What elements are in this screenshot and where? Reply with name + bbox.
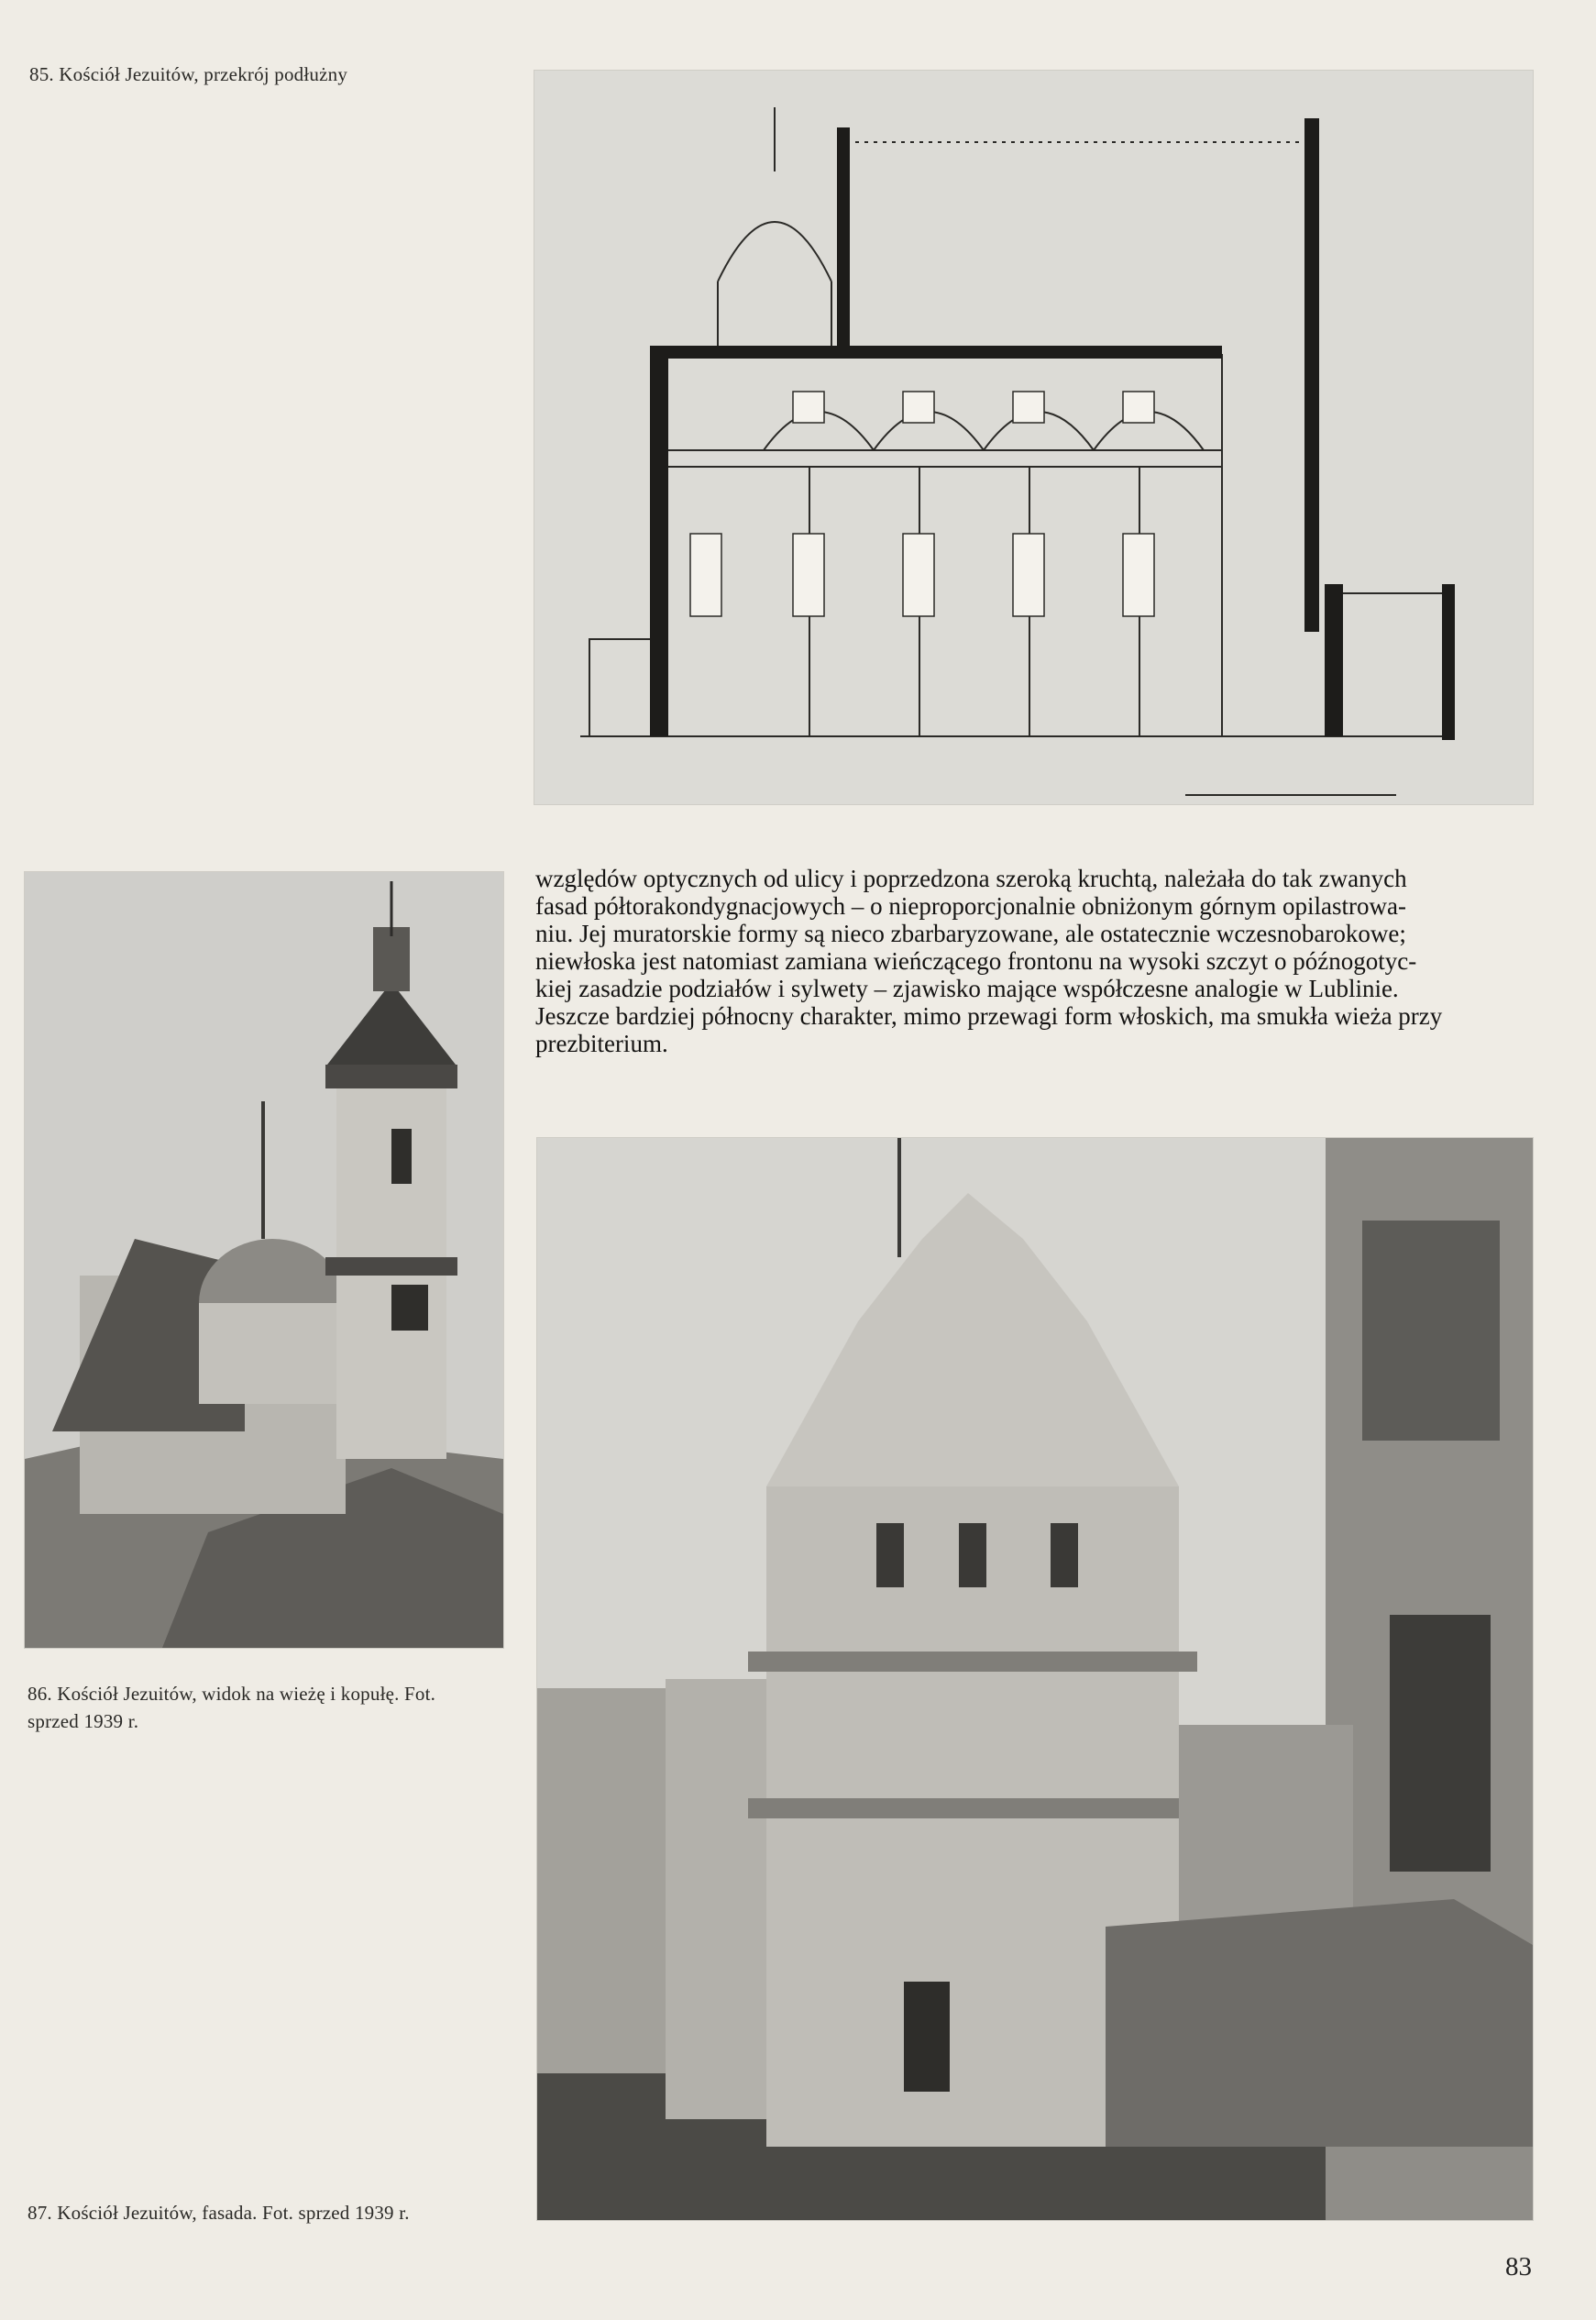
figure-85-caption: 85. Kościół Jezuitów, przekrój podłużny [29, 63, 348, 85]
body-text-line-4: niewłoska jest natomiast zamiana wieńczącego frontonu na wysoki szczyt o późnogotyc- [535, 947, 1417, 975]
section-drawing-svg [534, 71, 1533, 804]
figure-85-section-drawing [534, 70, 1534, 805]
figure-86-caption [28, 1680, 499, 1735]
body-text-line-1: względów optycznych od ulicy i poprzedzona szeroką kruchtą, należała do tak zwanych [535, 865, 1407, 892]
facade-photo-svg [537, 1138, 1533, 2220]
body-text-line-5: kiej zasadzie podziałów i sylwety – zjawisko mające współczesne analogie w Lublinie. [535, 975, 1399, 1002]
figure-86-caption-line-2: sprzed 1939 r. [28, 1710, 139, 1732]
body-text-line-6: Jeszcze bardziej północny charakter, mimo przewagi form włoskich, ma smukła wieża przy [535, 1002, 1443, 1030]
body-text-line-3: niu. Jej muratorskie formy są nieco zbarbaryzowane, ale ostatecznie wczesnobarokowe; [535, 920, 1406, 947]
figure-86-caption-line-1: 86. Kościół Jezuitów, widok na wieżę i kopułę. Fot. [28, 1683, 436, 1705]
body-text [535, 865, 1536, 1057]
figure-87-caption: 87. Kościół Jezuitów, fasada. Fot. sprzed 1939 r. [28, 2202, 410, 2224]
body-text-line-2: fasad półtorakondygnacjowych – o nieproporcjonalnie obniżonym górnym opilastrowa- [535, 892, 1407, 920]
figure-87-photo [536, 1137, 1534, 2221]
page-number: 83 [1505, 2252, 1532, 2281]
tower-dome-photo-svg [25, 872, 503, 1648]
figure-86-photo [24, 871, 504, 1649]
body-text-line-7: prezbiterium. [535, 1030, 668, 1057]
